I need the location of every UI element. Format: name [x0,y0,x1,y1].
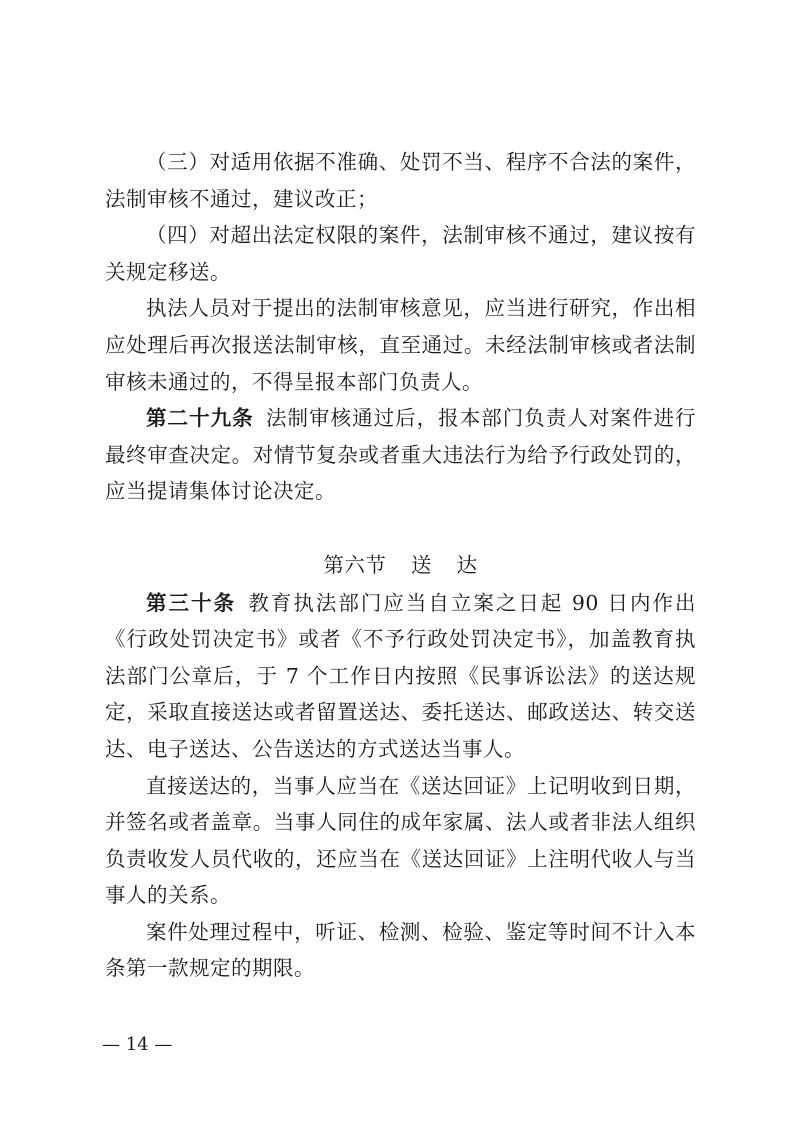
paragraph-direct-delivery: 直接送达的，当事人应当在《送达回证》上记明收到日期，并签名或者盖章。当事人同住的成年家属、法人或者非法人组织负责收发人员代收的，还应当在《送达回证》上注明代收人与当事人的关系。 [105,773,696,908]
section-number: 第六节 [323,552,387,577]
article-29-label: 第二十九条 [146,406,254,431]
section-name-char-1: 送 [411,552,432,577]
paragraph-item-3: （三）对适用依据不准确、处罚不当、程序不合法的案件，法制审核不通过，建议改正； [105,150,696,211]
article-29 [105,400,696,510]
page-number: — 14 — [102,1034,173,1055]
paragraph-time-exclusion: 案件处理过程中，听证、检测、检验、鉴定等时间不计入本条第一款规定的期限。 [105,919,696,981]
article-30-label: 第三十条 [146,590,237,615]
article-30-text: 教育执法部门应当自立案之日起 90 日内作出《行政处罚决定书》或者《不予行政处罚决定书》，加盖教育执法部门公章后，于 7 个工作日内按照《民事诉讼法》的送达规定，采取直接送达或者留置送达、委托送达、邮政送达、转交送达、电子送达、公告送达的方式送达当事人。 [105,590,696,761]
section-title [105,547,696,584]
paragraph-item-4: （四）对超出法定权限的案件，法制审核不通过，建议按有关规定移送。 [105,223,696,284]
section-name-char-2: 达 [456,552,478,577]
article-29-text: 法制审核通过后，报本部门负责人对案件进行最终审查决定。对情节复杂或者重大违法行为给予行政处罚的，应当提请集体讨论决定。 [105,406,697,504]
document-body [105,144,696,987]
paragraph-follow-up: 执法人员对于提出的法制审核意见，应当进行研究，作出相应处理后再次报送法制审核，直至通过。未经法制审核或者法制审核未通过的，不得呈报本部门负责人。 [105,296,696,394]
article-30 [105,585,696,768]
